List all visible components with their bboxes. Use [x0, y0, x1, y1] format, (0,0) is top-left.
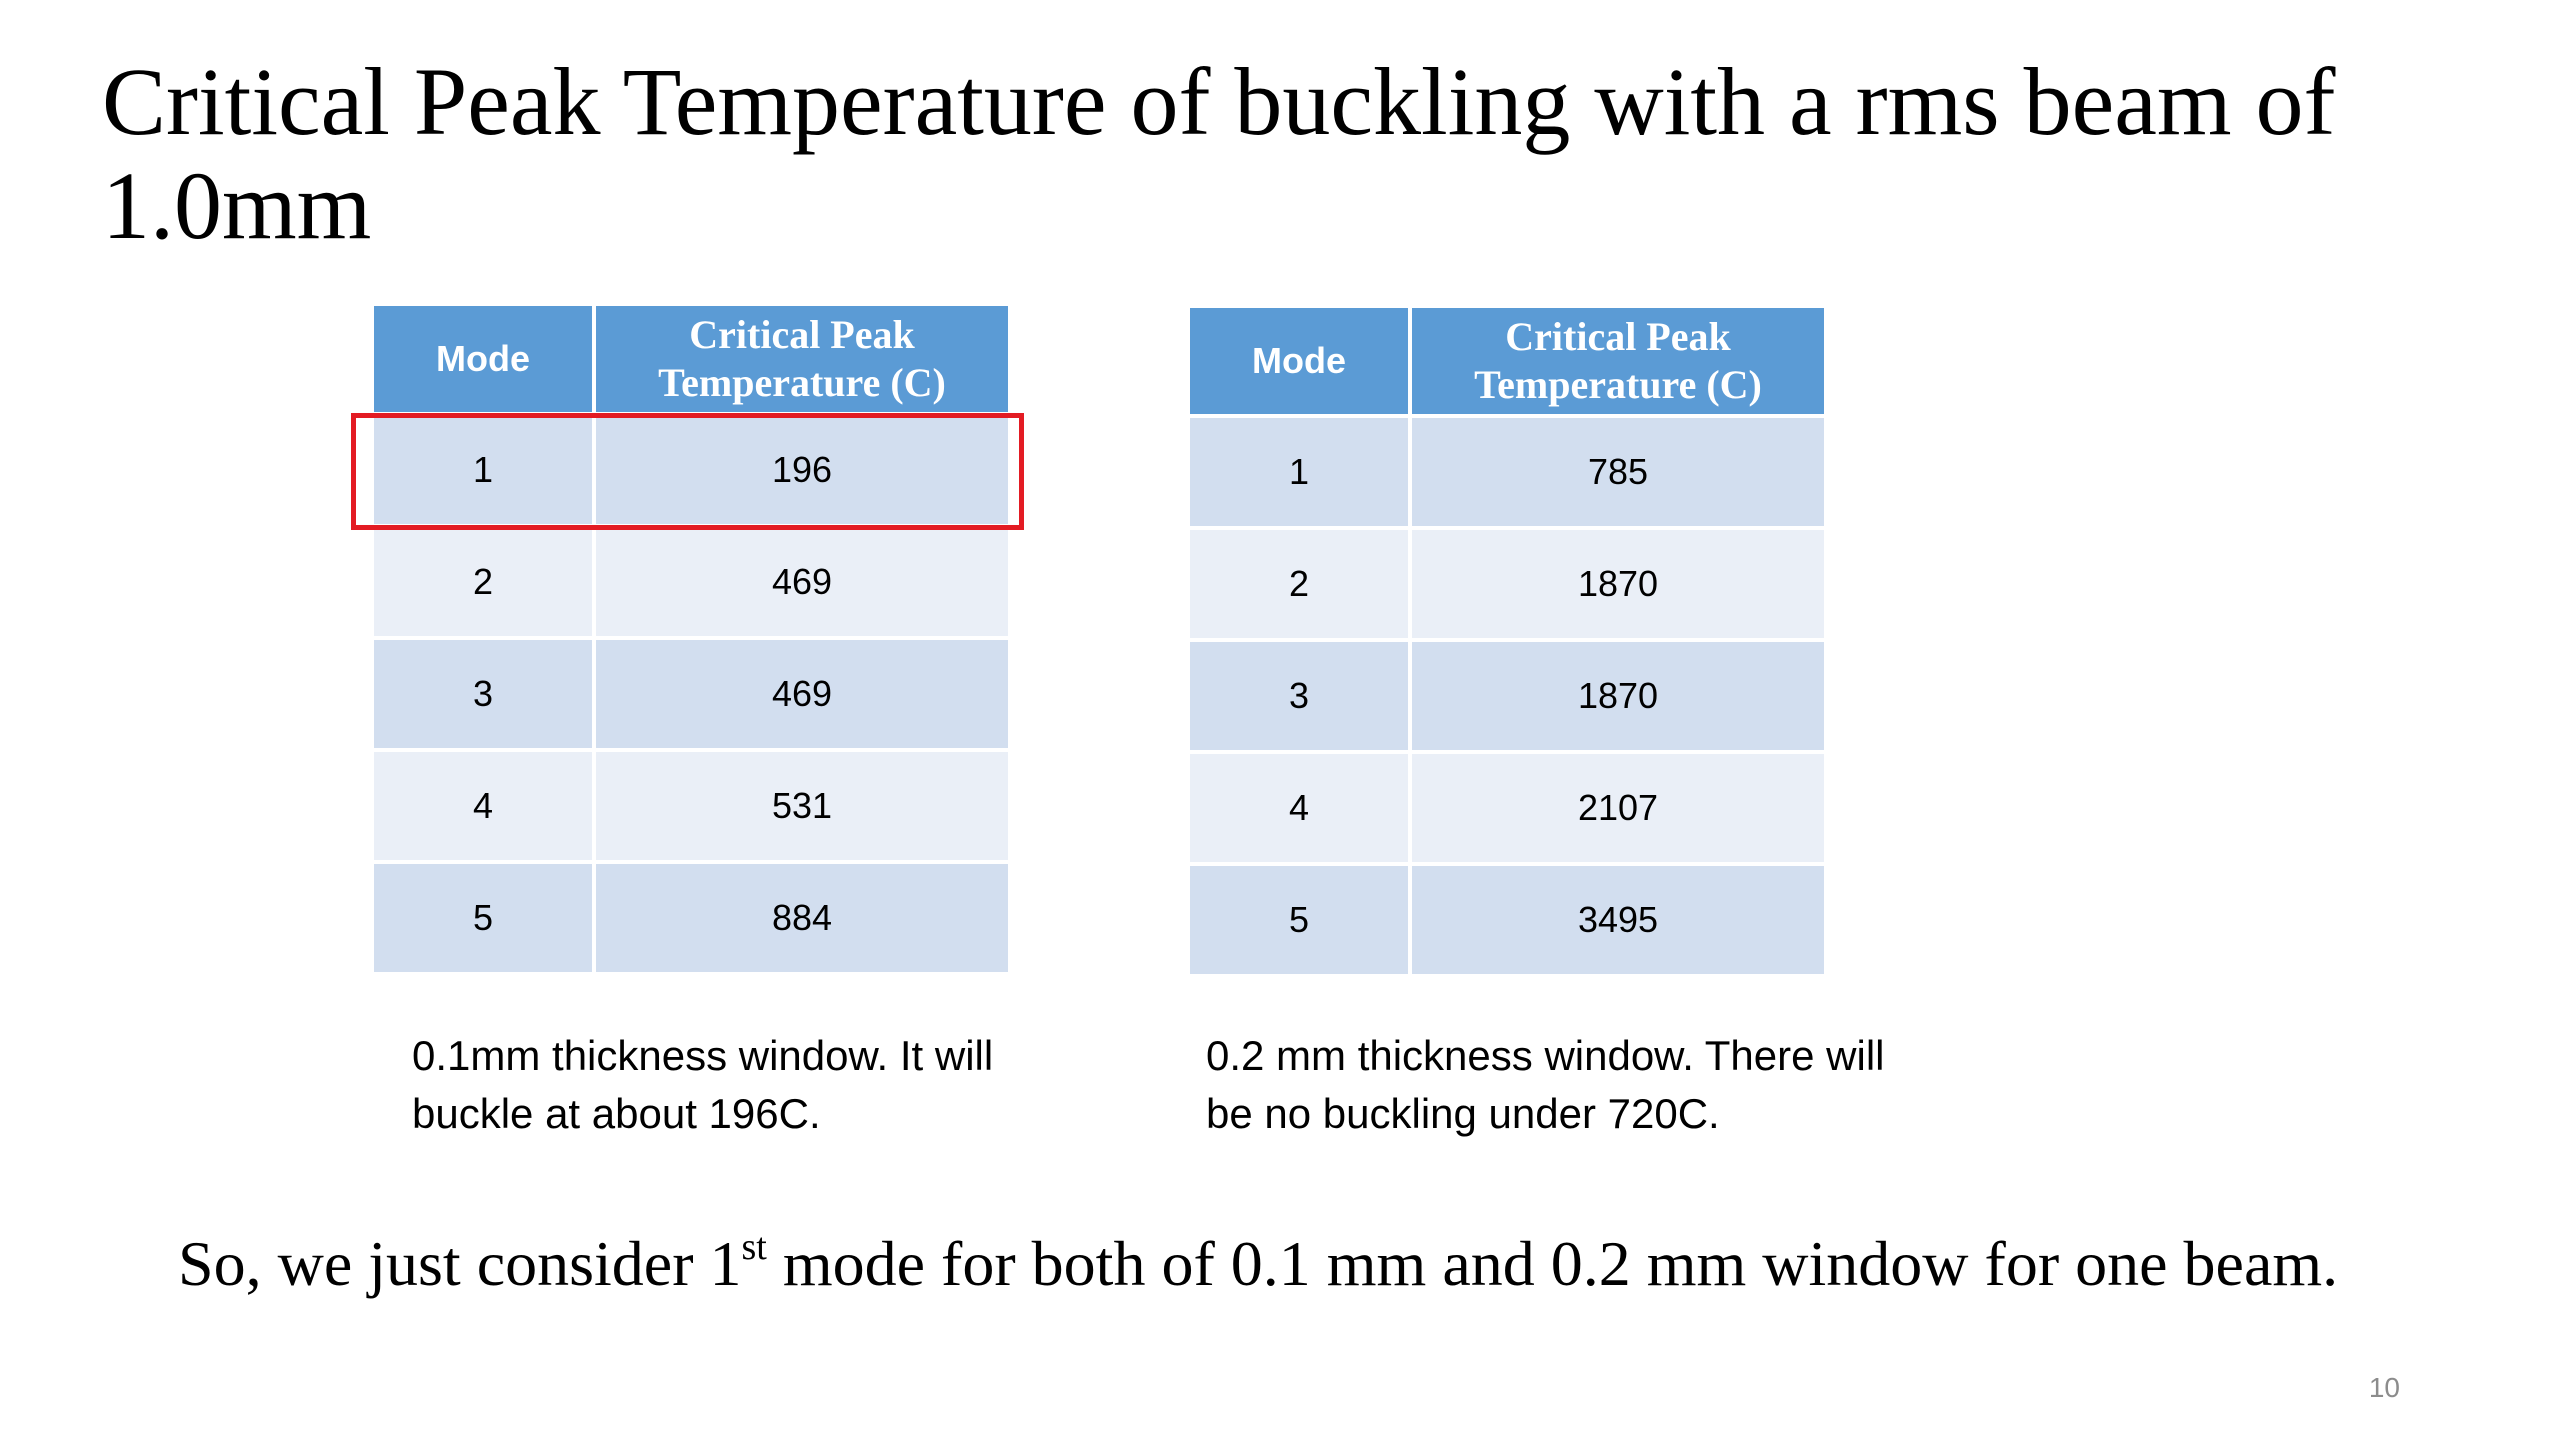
table-row	[374, 752, 1008, 860]
caption-0-1mm-window: 0.1mm thickness window. It will buckle at about 196C.	[412, 1032, 994, 1137]
temperature-table-0-1mm	[370, 302, 1012, 976]
cell-mode: 2	[1190, 530, 1408, 638]
temperature-table-0-2mm	[1186, 304, 1828, 978]
cell-mode: 4	[374, 752, 592, 860]
header-mode: Mode	[374, 306, 592, 412]
conclusion-superscript: st	[741, 1226, 767, 1268]
cell-mode: 1	[374, 416, 592, 524]
cell-temperature: 469	[596, 528, 1008, 636]
cell-mode: 3	[1190, 642, 1408, 750]
conclusion-text-after: mode for both of 0.1 mm and 0.2 mm window for one beam.	[766, 1228, 2339, 1299]
table-row	[1190, 530, 1824, 638]
cell-temperature: 884	[596, 864, 1008, 972]
table-row	[1190, 418, 1824, 526]
table-row	[374, 864, 1008, 972]
slide-title: Critical Peak Temperature of buckling with a rms beam of 1.0mm	[102, 48, 2336, 259]
cell-temperature: 3495	[1412, 866, 1824, 974]
slide-number: 10	[2368, 1372, 2400, 1403]
cell-mode: 5	[1190, 866, 1408, 974]
cell-temperature: 2107	[1412, 754, 1824, 862]
conclusion-text	[178, 1226, 2428, 1302]
header-critical-peak-temperature: Critical Peak Temperature (C)	[1412, 308, 1824, 414]
table-header-row	[1190, 308, 1824, 414]
cell-temperature: 531	[596, 752, 1008, 860]
cell-mode: 4	[1190, 754, 1408, 862]
table-row	[374, 528, 1008, 636]
header-mode: Mode	[1190, 308, 1408, 414]
table-row	[374, 416, 1008, 524]
cell-mode: 2	[374, 528, 592, 636]
table-row	[1190, 642, 1824, 750]
header-critical-peak-temperature: Critical Peak Temperature (C)	[596, 306, 1008, 412]
cell-temperature: 1870	[1412, 642, 1824, 750]
cell-mode: 5	[374, 864, 592, 972]
cell-temperature: 1870	[1412, 530, 1824, 638]
cell-mode: 3	[374, 640, 592, 748]
cell-temperature: 469	[596, 640, 1008, 748]
table-header-row	[374, 306, 1008, 412]
table-row	[374, 640, 1008, 748]
cell-temperature: 785	[1412, 418, 1824, 526]
table-row	[1190, 754, 1824, 862]
cell-mode: 1	[1190, 418, 1408, 526]
cell-temperature: 196	[596, 416, 1008, 524]
conclusion-text-before: So, we just consider 1	[178, 1228, 742, 1299]
table-row	[1190, 866, 1824, 974]
caption-0-2mm-window: 0.2 mm thickness window. There will be no buckling under 720C.	[1206, 1032, 1885, 1137]
